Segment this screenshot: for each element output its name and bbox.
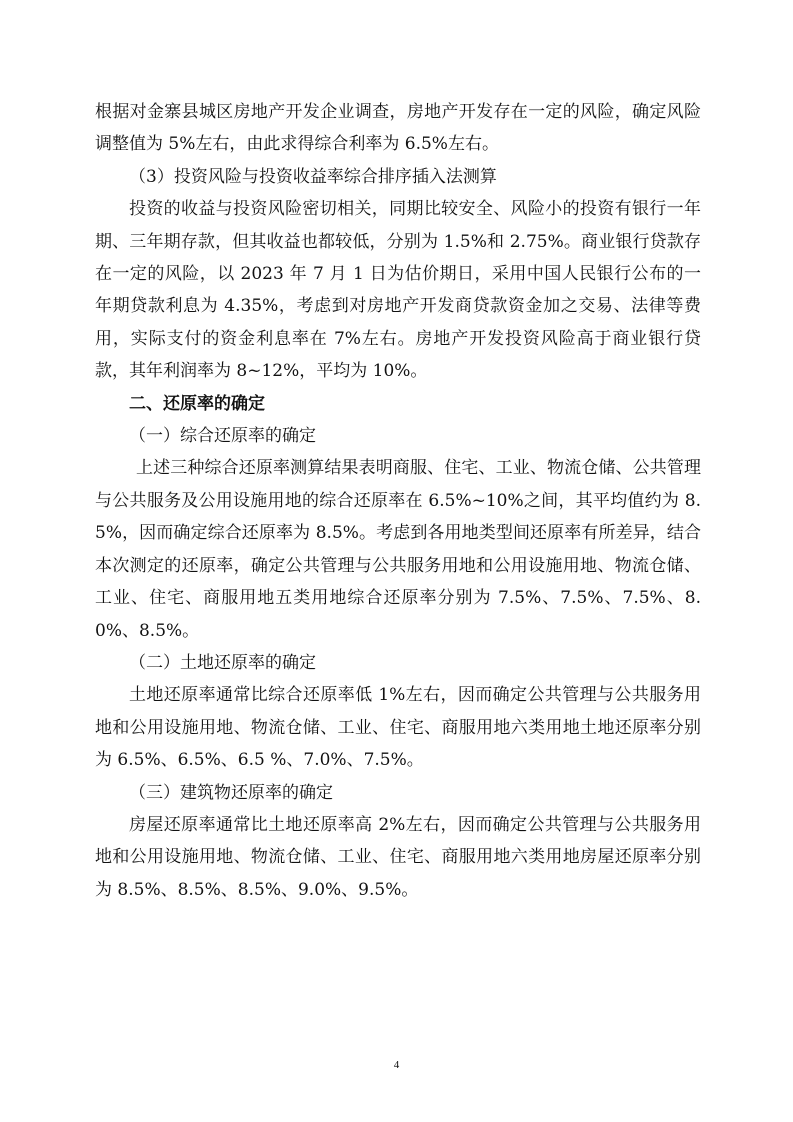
paragraph-overall-rate: 上述三种综合还原率测算结果表明商服、住宅、工业、物流仓储、公共管理与公共服务及公用设施用地的综合还原率在 6.5%~10%之间，其平均值约为 8.5%，因而确定综合还原率为 8.5%。考虑到各用地类型间还原率有所差异，结合本次测定的还原率，确定公共管理与公共服务用地和公用设施用地、物流仓储、工业、住宅、商服用地五类用地综合还原率分别为 7.5%、7.5%、7.5%、8.0%、8.5%。: [95, 458, 701, 641]
subsection-heading-land-rate: （二）土地还原率的确定: [129, 652, 316, 673]
subsection-heading-building-rate: （三）建筑物还原率的确定: [129, 782, 333, 803]
paragraph-risk-adjustment: 根据对金寨县城区房地产开发企业调查，房地产开发存在一定的风险，确定风险调整值为 5%左右，由此求得综合利率为 6.5%左右。: [95, 102, 701, 155]
paragraph-investment-risk: 投资的收益与投资风险密切相关，同期比较安全、风险小的投资有银行一年期、三年期存款，但其收益也都较低，分别为 1.5%和 2.75%。商业银行贷款存在一定的风险，以 2023 年 7 月 1 日为估价期日，采用中国人民银行公布的一年期贷款利息为 4.35%，考虑到对房地产开发商贷款资金加之交易、法律等费用，实际支付的资金利息率在 7%左右。房地产开发投资风险高于商业银行贷款，其年利润率为 8~12%，平均为 10%。: [95, 199, 701, 382]
paragraph-building-rate: 房屋还原率通常比土地还原率高 2%左右，因而确定公共管理与公共服务用地和公用设施用地、物流仓储、工业、住宅、商服用地六类用地房屋还原率分别为 8.5%、8.5%、8.5%、9.0%、9.5%。: [95, 814, 701, 900]
page-number: 4: [393, 1059, 400, 1071]
subsection-heading-ranking-method: （3）投资风险与投资收益率综合排序插入法测算: [129, 166, 497, 187]
section-heading-capitalization-rate: 二、还原率的确定: [129, 393, 265, 414]
document-body: [95, 96, 701, 906]
subsection-heading-overall-rate: （一）综合还原率的确定: [129, 426, 316, 447]
paragraph-land-rate: 土地还原率通常比综合还原率低 1%左右，因而确定公共管理与公共服务用地和公用设施用地、物流仓储、工业、住宅、商服用地六类用地土地还原率分别为 6.5%、6.5%、6.5 %、7.0%、7.5%。: [95, 685, 701, 771]
